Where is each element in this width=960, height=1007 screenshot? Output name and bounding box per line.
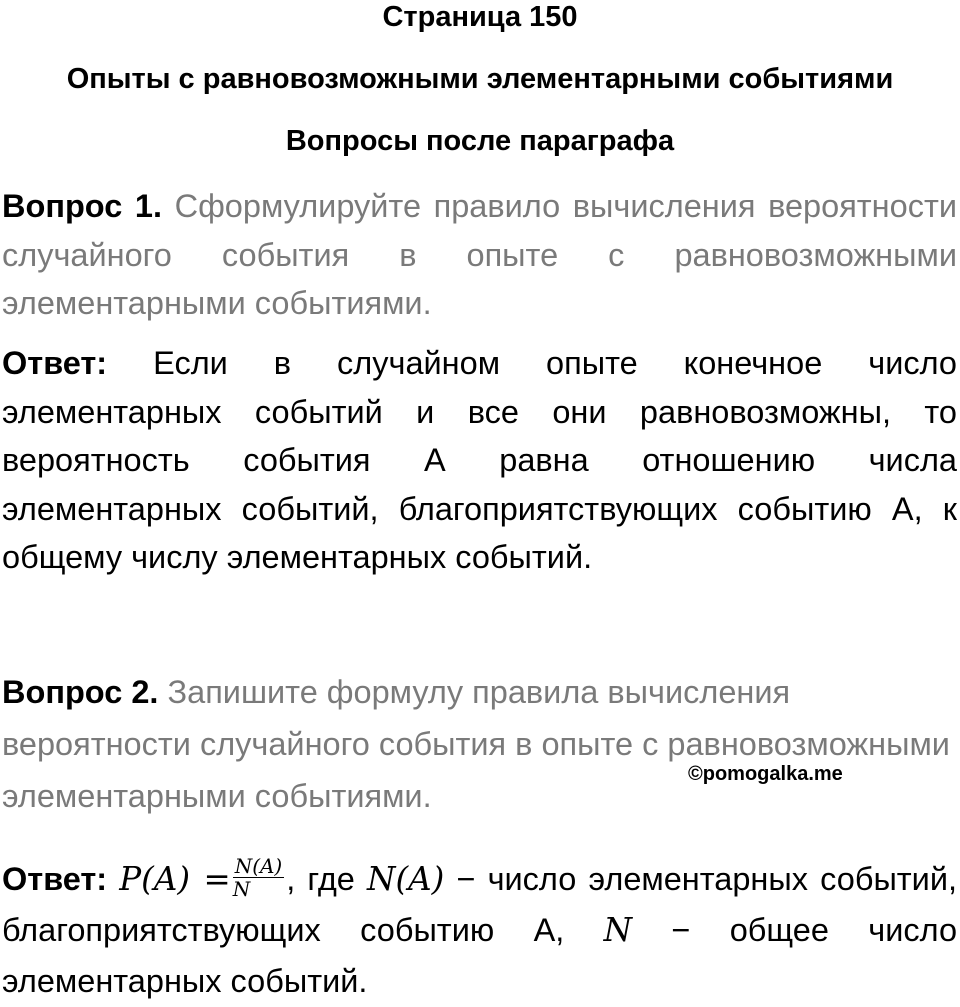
answer-2-text-part1: , где [286, 861, 355, 897]
question-1 [2, 182, 957, 328]
section-heading: Вопросы после параграфа [285, 125, 675, 157]
answer-1-text: Если в случайном опыте конечное число элементарных событий и все они равновозможны, то вероятность события А равна отношению числа элементарных событий, благоприятствующих событию А, к общему числу элементарных событий. [2, 345, 958, 575]
question-2-text: Запишите формулу правила вычисления вероятности случайного события в опыте с равновозможными элементарными событиями. [2, 674, 950, 814]
watermark: ©pomogalka.me [688, 763, 843, 785]
formula-denominator: N [232, 876, 251, 901]
topic-heading: Опыты с равновозможными элементарными событиями [66, 63, 894, 95]
formula-fraction [233, 855, 285, 900]
question-1-label: Вопрос 1. [2, 188, 162, 224]
question-2 [2, 666, 957, 822]
page-number-heading: Страница 150 [382, 1, 578, 33]
formula-numerator: N(A) [234, 853, 283, 878]
formula-lhs: P(A) = [119, 860, 231, 898]
formula-na: N(A) [367, 860, 445, 898]
question-2-label: Вопрос 2. [2, 674, 159, 710]
question-1-text: Сформулируйте правило вычисления вероятности случайного события в опыте с равновозможными элементарными событиями. [2, 188, 957, 321]
answer-1 [2, 339, 957, 582]
answer-1-label: Ответ: [2, 345, 108, 381]
formula-n: N [603, 911, 633, 949]
answer-2-label: Ответ: [2, 861, 108, 897]
answer-2-text-part2: − число элементарных событий, благоприятствующих событию А, [2, 861, 958, 948]
answer-2 [2, 854, 957, 1007]
answer-2-text-part3: − общее число элементарных событий. [2, 912, 958, 999]
